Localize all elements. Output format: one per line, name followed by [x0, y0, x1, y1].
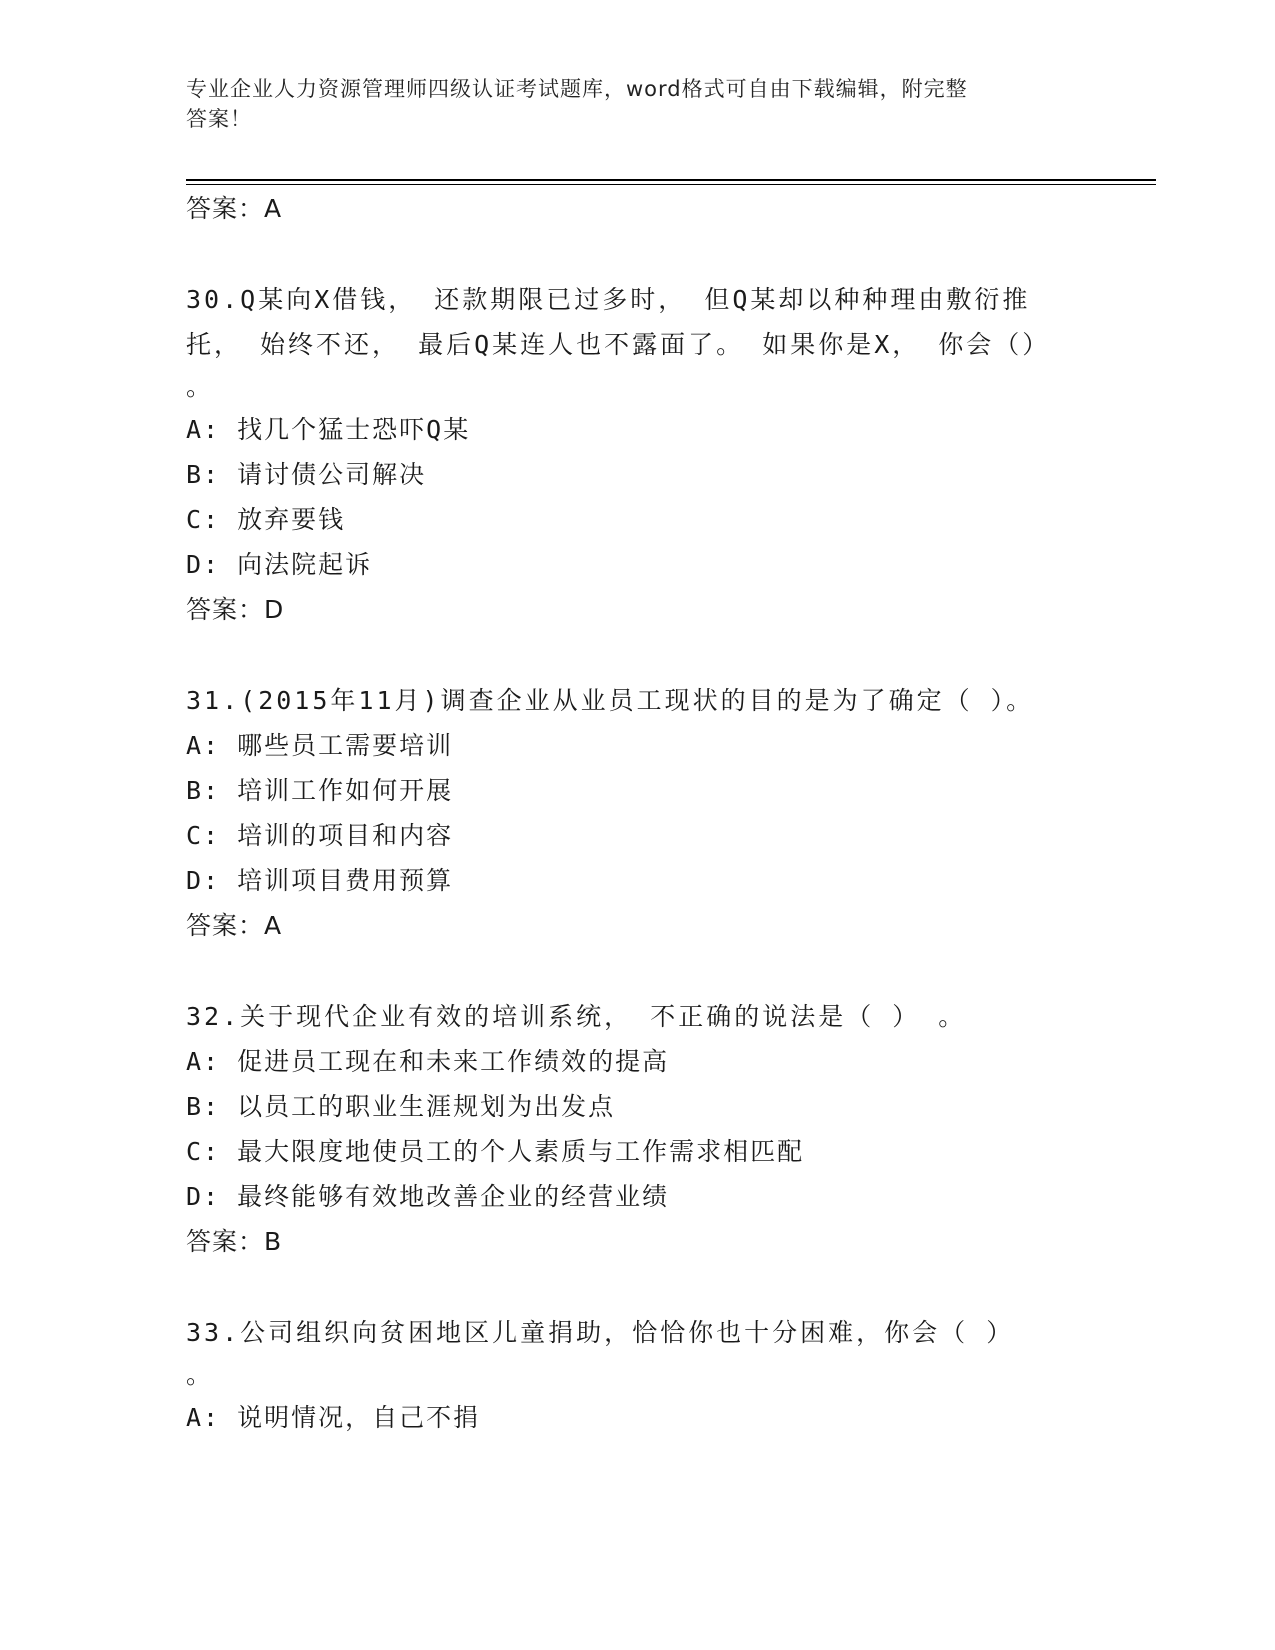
- header-rule-thin: [186, 184, 1156, 185]
- option-c: C: 培训的项目和内容: [186, 821, 454, 850]
- header-line-2: 答案！: [186, 107, 252, 131]
- question-33: [186, 1310, 1066, 1440]
- option-a: A: 说明情况，自己不捐: [186, 1403, 481, 1432]
- page-header: [186, 74, 1066, 134]
- previous-answer: 答案：A: [186, 194, 283, 223]
- document-body: [186, 186, 1066, 1440]
- header-rule-thick: [186, 179, 1156, 181]
- option-a: A: 找几个猛士恐吓Q某: [186, 415, 471, 444]
- option-a: A: 哪些员工需要培训: [186, 731, 454, 760]
- option-d: D: 最终能够有效地改善企业的经营业绩: [186, 1182, 670, 1211]
- option-b: B: 培训工作如何开展: [186, 776, 454, 805]
- question-text-line: 31.(2015年11月)调查企业从业员工现状的目的是为了确定（ ）。: [186, 686, 1035, 715]
- question-text-line: 32.关于现代企业有效的培训系统， 不正确的说法是（ ） 。: [186, 1002, 967, 1031]
- answer: 答案：D: [186, 595, 285, 624]
- option-d: D: 向法院起诉: [186, 550, 373, 579]
- option-d: D: 培训项目费用预算: [186, 866, 454, 895]
- question-text-line: 。: [186, 1360, 214, 1389]
- question-30: [186, 277, 1066, 632]
- option-a: A: 促进员工现在和未来工作绩效的提高: [186, 1047, 670, 1076]
- question-text-line: 托， 始终不还， 最后Q某连人也不露面了。 如果你是X， 你会（）: [186, 330, 1051, 359]
- question-32: [186, 994, 1066, 1264]
- option-b: B: 请讨债公司解决: [186, 460, 427, 489]
- option-b: B: 以员工的职业生涯规划为出发点: [186, 1092, 616, 1121]
- answer: 答案：A: [186, 911, 283, 940]
- question-text-line: 30.Q某向X借钱， 还款期限已过多时， 但Q某却以种种理由敷衍推: [186, 285, 1031, 314]
- question-31: [186, 678, 1066, 948]
- question-text-line: 。: [186, 372, 214, 401]
- header-line-1: 专业企业人力资源管理师四级认证考试题库，word格式可自由下载编辑，附完整: [186, 77, 968, 101]
- question-text-line: 33.公司组织向贫困地区儿童捐助，恰恰你也十分困难，你会（ ）: [186, 1318, 1015, 1347]
- option-c: C: 最大限度地使员工的个人素质与工作需求相匹配: [186, 1137, 805, 1166]
- answer: 答案：B: [186, 1227, 283, 1256]
- option-c: C: 放弃要钱: [186, 505, 346, 534]
